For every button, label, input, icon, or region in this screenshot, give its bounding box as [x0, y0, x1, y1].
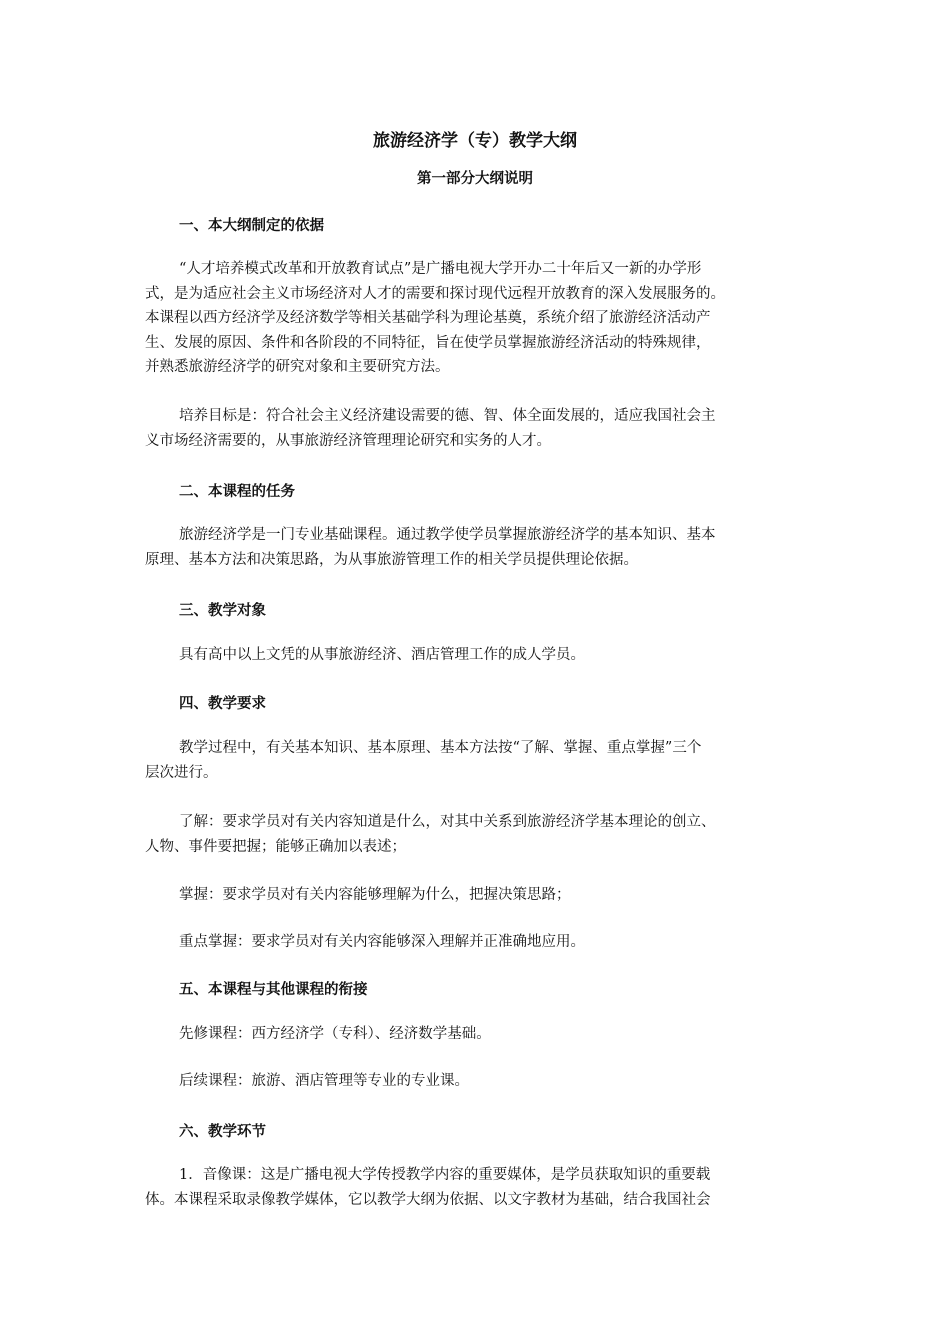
paragraph-line: 体。本课程采取录像教学媒体，它以教学大纲为依据、以文字教材为基础，结合我国社会 [145, 1191, 711, 1208]
paragraph-line: 原理、基本方法和决策思路，为从事旅游管理工作的相关学员提供理论依据。 [145, 551, 638, 568]
paragraph-line: 本课程以西方经济学及经济数学等相关基础学科为理论基奠，系统介绍了旅游经济活动产 [145, 310, 711, 326]
section-heading: 三、教学对象 [179, 603, 266, 619]
paragraph-line: 培养目标是：符合社会主义经济建设需要的德、智、体全面发展的，适应我国社会主 [179, 408, 716, 424]
paragraph-line: 具有高中以上文凭的从事旅游经济、酒店管理工作的成人学员。 [179, 647, 585, 663]
section-heading: 四、教学要求 [179, 696, 266, 712]
paragraph-line: 后续课程：旅游、酒店管理等专业的专业课。 [179, 1073, 469, 1089]
document-subtitle: 第一部分大纲说明 [417, 171, 533, 187]
paragraph [145, 1022, 805, 1047]
paragraph-line: 掌握：要求学员对有关内容能够理解为什么，把握决策思路； [179, 887, 571, 903]
paragraph-line: 义市场经济需要的，从事旅游经济管理理论研究和实务的人才。 [145, 432, 551, 449]
paragraph-line: 先修课程：西方经济学（专科）、经济数学基础。 [179, 1026, 491, 1042]
paragraph [145, 523, 805, 572]
paragraph-line: 了解：要求学员对有关内容知道是什么，对其中关系到旅游经济学基本理论的创立、 [179, 814, 716, 830]
paragraph-line: 并熟悉旅游经济学的研究对象和主要研究方法。 [145, 359, 450, 375]
paragraph [145, 643, 805, 668]
paragraph [145, 736, 805, 785]
paragraph-line: “人才培养模式改革和开放教育试点”是广播电视大学开办二十年后又一新的办学形 [179, 261, 702, 277]
section-heading: 一、本大纲制定的依据 [179, 218, 324, 234]
paragraph-line: 旅游经济学是一门专业基础课程。通过教学使学员掌握旅游经济学的基本知识、基本 [179, 527, 716, 543]
section-heading: 六、教学环节 [179, 1124, 266, 1140]
paragraph [145, 883, 805, 908]
paragraph [145, 1069, 805, 1094]
paragraph [145, 257, 805, 380]
paragraph-line: 教学过程中，有关基本知识、基本原理、基本方法按“了解、掌握、重点掌握”三个 [179, 740, 702, 756]
paragraph-line: 式，是为适应社会主义市场经济对人才的需要和探讨现代远程开放教育的深入发展服务的。 [145, 285, 725, 302]
paragraph-line: 生、发展的原因、条件和各阶段的不同特征，旨在使学员掌握旅游经济活动的特殊规律， [145, 334, 711, 351]
paragraph [145, 1163, 805, 1212]
section-heading: 二、本课程的任务 [179, 484, 295, 500]
paragraph-line: 重点掌握：要求学员对有关内容能够深入理解并正准确地应用。 [179, 934, 585, 950]
paragraph [145, 810, 805, 859]
paragraph [145, 930, 805, 955]
paragraph-line: 人物、事件要把握；能够正确加以表述； [145, 838, 406, 855]
section-heading: 五、本课程与其他课程的衔接 [179, 982, 368, 998]
paragraph [145, 404, 805, 453]
document-title: 旅游经济学（专）教学大纲 [373, 131, 577, 151]
paragraph-line: 层次进行。 [145, 764, 218, 781]
paragraph-line: 1．音像课：这是广播电视大学传授教学内容的重要媒体，是学员获取知识的重要载 [179, 1167, 711, 1183]
